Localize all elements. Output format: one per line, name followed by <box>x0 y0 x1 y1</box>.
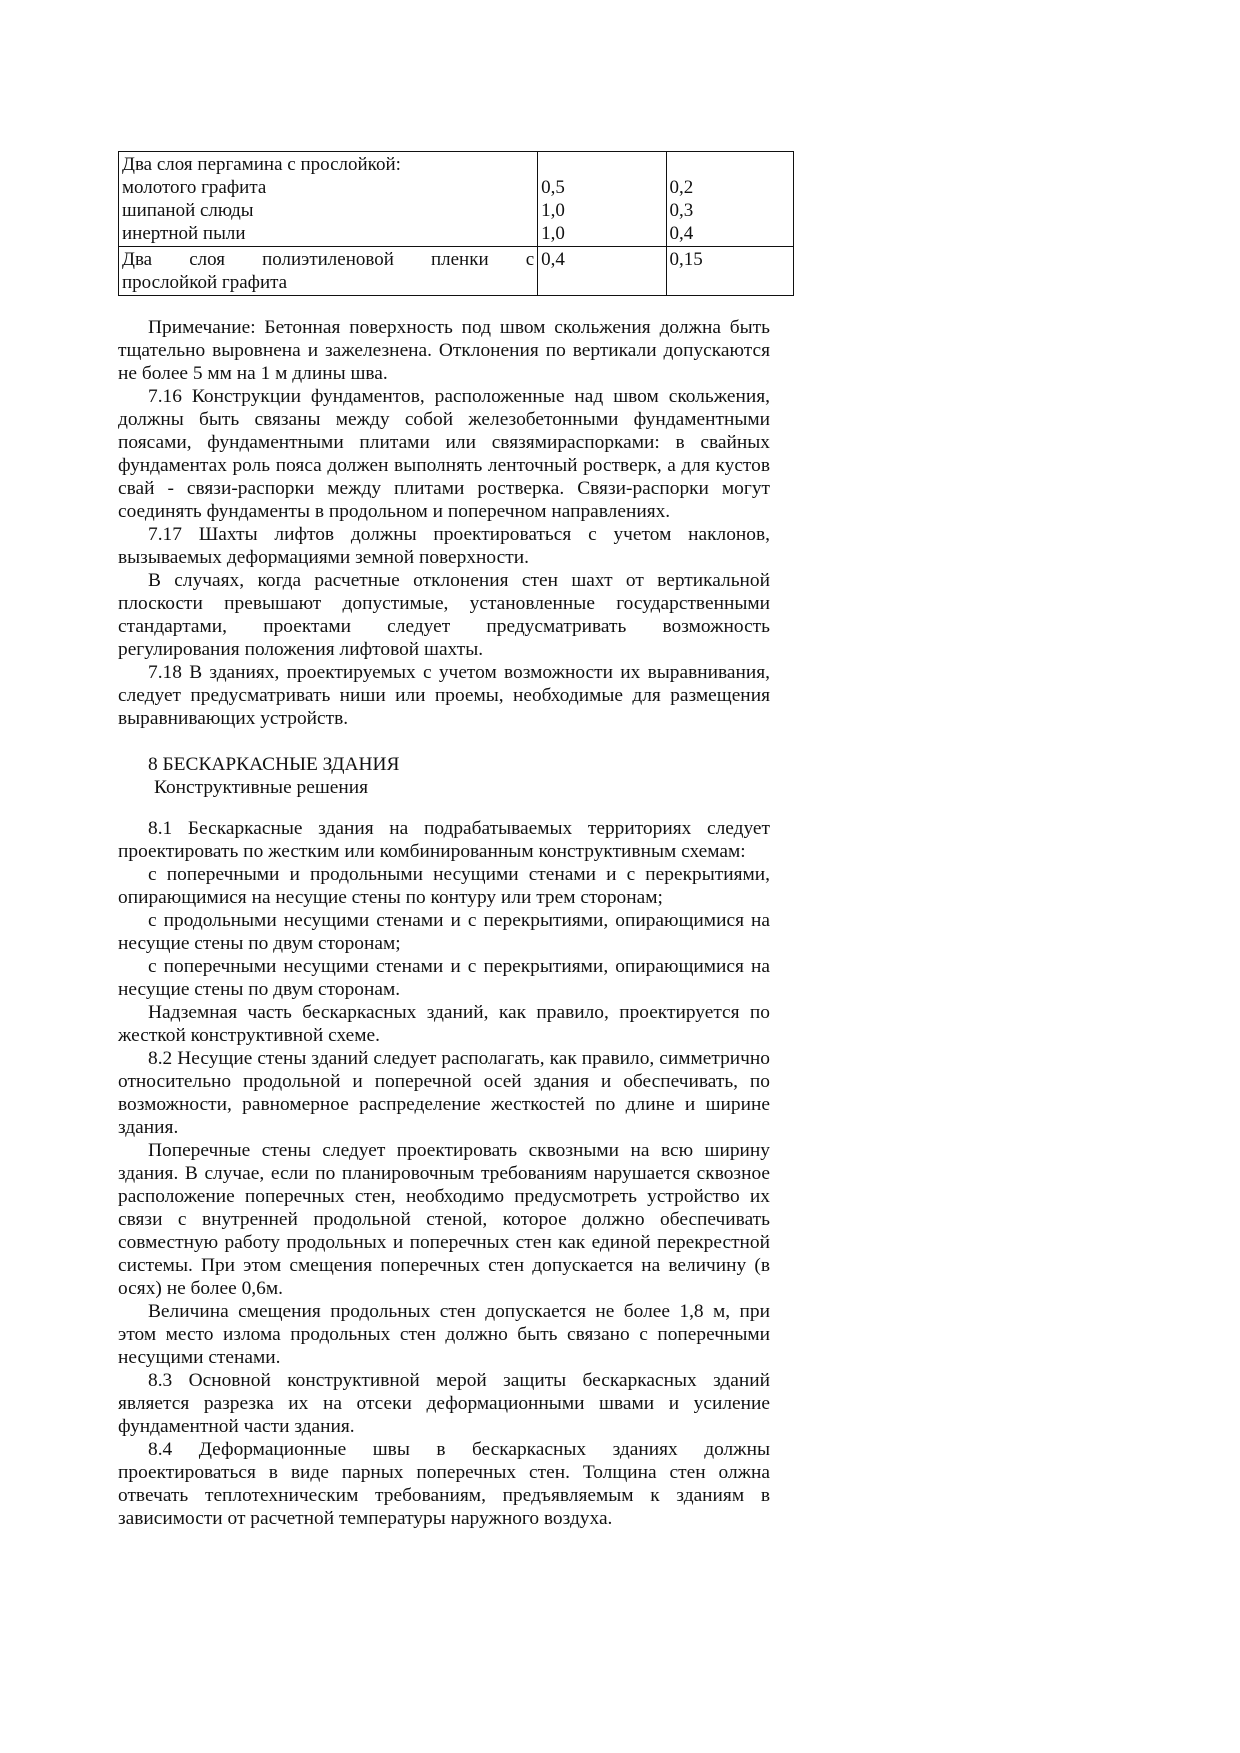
paragraph: 8.2 Несущие стены зданий следует располагать, как правило, симметрично относительно продольной и поперечной осей здания и обеспечивать, по возможности, равномерное распределение жесткостей по длине и ширине здания. <box>118 1048 770 1138</box>
list-item: с поперечными и продольными несущими стенами и с перекрытиями, опирающимися на несущие стены по контуру или трем сторонам; <box>118 864 770 908</box>
paragraph: Поперечные стены следует проектировать сквозными на всю ширину здания. В случае, если по планировочным требованиям нарушается сквозное расположение поперечных стен, необходимо предусмотреть устройство их связи с внутренней продольной стеной, которое должно обеспечивать совместную работу продольных и поперечных стен как единой перекрестной системы. При этом смещения поперечных стен допускается на величину (в осях) не более 0,6м. <box>118 1140 770 1299</box>
list-item: с поперечными несущими стенами и с перекрытиями, опирающимися на несущие стены по двум сторонам. <box>118 956 770 1000</box>
paragraph: 7.18 В зданиях, проектируемых с учетом возможности их выравнивания, следует предусматривать ниши или проемы, необходимые для размещения выравнивающих устройств. <box>118 662 770 729</box>
table-cell-material <box>119 152 538 247</box>
paragraph: В случаях, когда расчетные отклонения стен шахт от вертикальной плоскости превышают допустимые, установленные государственными стандартами, проектами следует предусматривать возможность регулирования положения лифтовой шахты. <box>118 570 770 660</box>
paragraph: 8.4 Деформационные швы в бескаркасных зданиях должны проектироваться в виде парных поперечных стен. Толщина стен олжна отвечать теплотехническим требованиям, предъявляемым к зданиям в зависимости от расчетной температуры наружного воздуха. <box>118 1439 770 1529</box>
table-cell-line: шипаной слюды <box>122 200 254 221</box>
table-row <box>119 247 794 296</box>
table-cell-line: молотого графита <box>122 177 267 198</box>
section-subtitle: Конструктивные решения <box>154 777 369 798</box>
paragraph: Надземная часть бескаркасных зданий, как правило, проектируется по жесткой конструктивной схеме. <box>118 1002 770 1046</box>
table-cell-line: 0,4 <box>541 249 565 270</box>
materials-table <box>118 151 794 296</box>
spacer <box>118 799 770 817</box>
table-cell-line: инертной пыли <box>122 223 246 244</box>
document-body <box>118 316 770 1530</box>
paragraph: 7.17 Шахты лифтов должны проектироваться с учетом наклонов, вызываемых деформациями земной поверхности. <box>118 524 770 568</box>
table-cell-line: Два слоя полиэтиленовой пленки с <box>122 249 535 270</box>
table-row <box>119 152 794 247</box>
list-item: с продольными несущими стенами и с перекрытиями, опирающимися на несущие стены по двум сторонам; <box>118 910 770 954</box>
paragraph: Величина смещения продольных стен допускается не более 1,8 м, при этом место излома продольных стен должно быть связано с поперечными несущими стенами. <box>118 1301 770 1368</box>
paragraph: 7.16 Конструкции фундаментов, расположенные над швом скольжения, должны быть связаны между собой железобетонными фундаментными поясами, фундаментными плитами или связямираспорками: в свайных фундаментах роль пояса должен выполнять ленточный ростверк, а для кустов свай - связи-распорки между плитами ростверка. Связи-распорки могут соединять фундаменты в продольном и поперечном направлениях. <box>118 386 770 522</box>
table-cell-line: 0,5 <box>541 177 565 198</box>
paragraph: 8.1 Бескаркасные здания на подрабатываемых территориях следует проектировать по жестким или комбинированным конструктивным схемам: <box>118 818 770 862</box>
table-cell-line: 0,15 <box>669 249 703 270</box>
spacer <box>118 730 770 753</box>
table-cell-line: прослойкой графита <box>122 272 288 293</box>
table-cell-line: 0,3 <box>669 200 694 221</box>
table-cell-line: 1,0 <box>541 223 565 244</box>
table-cell-value-2 <box>666 247 793 296</box>
table-cell-line: Два слоя пергамина с прослойкой: <box>122 154 401 175</box>
table-cell-value-1 <box>538 247 666 296</box>
table-cell-value-2 <box>666 152 793 247</box>
table-cell-material <box>119 247 538 296</box>
table-cell-line <box>670 153 790 176</box>
table-cell-line <box>541 153 662 176</box>
note-paragraph: Примечание: Бетонная поверхность под швом скольжения должна быть тщательно выровнена и зажелезнена. Отклонения по вертикали допускаются не более 5 мм на 1 м длины шва. <box>118 317 770 384</box>
table-cell-line: 0,2 <box>669 177 694 198</box>
table-cell-value-1 <box>538 152 666 247</box>
table-cell-line: 0,4 <box>669 223 694 244</box>
section-title: 8 БЕСКАРКАСНЫЕ ЗДАНИЯ <box>148 754 400 775</box>
paragraph: 8.3 Основной конструктивной мерой защиты бескаркасных зданий является разрезка их на отсеки деформационными швами и усиление фундаментной части здания. <box>118 1370 770 1437</box>
table-cell-line: 1,0 <box>541 200 565 221</box>
